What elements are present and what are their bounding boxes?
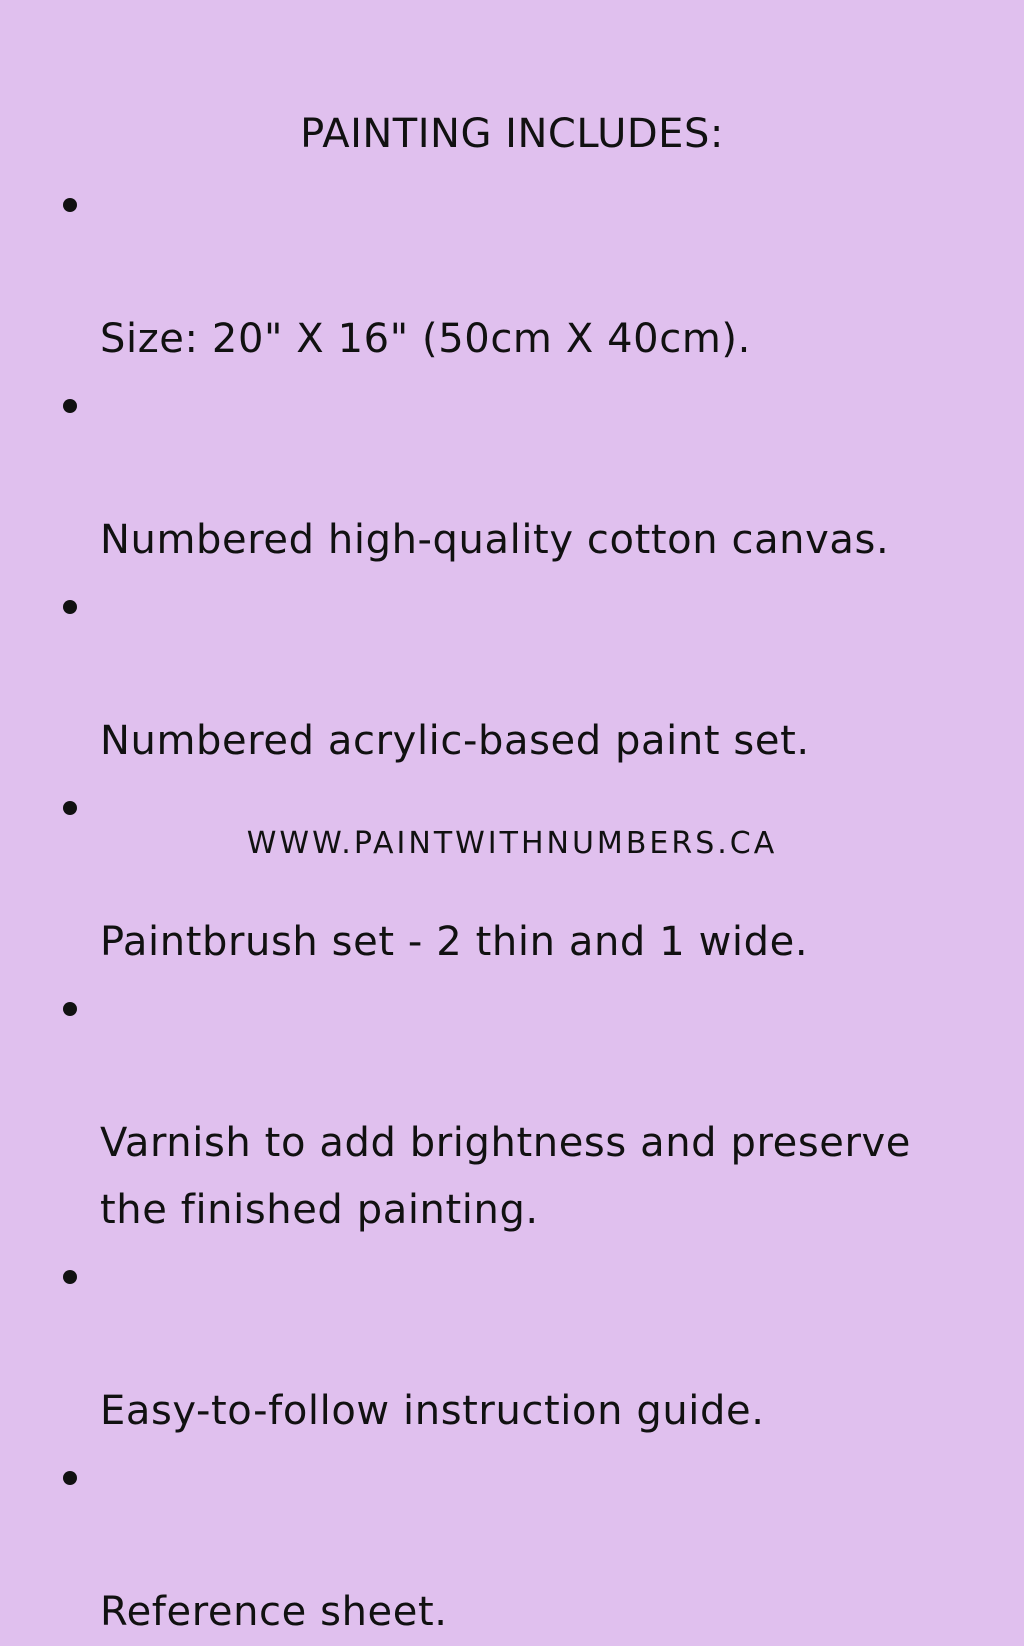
website-url: WWW.PAINTWITHNUMBERS.CA (246, 826, 778, 861)
list-item-text: Paintbrush set - 2 thin and 1 wide. (100, 919, 809, 965)
section-heading: PAINTING INCLUDES: (300, 111, 724, 157)
list-item-text: Easy-to-follow instruction guide. (100, 1388, 765, 1434)
bullet-icon (63, 1002, 77, 1016)
bullet-icon (63, 1471, 77, 1485)
list-item (0, 172, 1024, 373)
bullet-icon (63, 399, 77, 413)
list-item (0, 1244, 1024, 1445)
list-item (0, 574, 1024, 775)
list-item (0, 775, 1024, 976)
list-item-text: Size: 20" X 16" (50cm X 40cm). (100, 316, 751, 362)
list-item (0, 976, 1024, 1244)
list-item-text: Varnish to add brightness and preserve the finished painting. (100, 1120, 912, 1233)
list-item-text: Numbered high-quality cotton canvas. (100, 517, 890, 563)
list-item-text: Reference sheet. (100, 1589, 448, 1635)
bullet-icon (63, 198, 77, 212)
includes-list (0, 172, 1024, 1646)
list-item (0, 1445, 1024, 1646)
bullet-icon (63, 600, 77, 614)
bullet-icon (63, 1270, 77, 1284)
list-item (0, 373, 1024, 574)
bullet-icon (63, 801, 77, 815)
list-item-text: Numbered acrylic-based paint set. (100, 718, 810, 764)
